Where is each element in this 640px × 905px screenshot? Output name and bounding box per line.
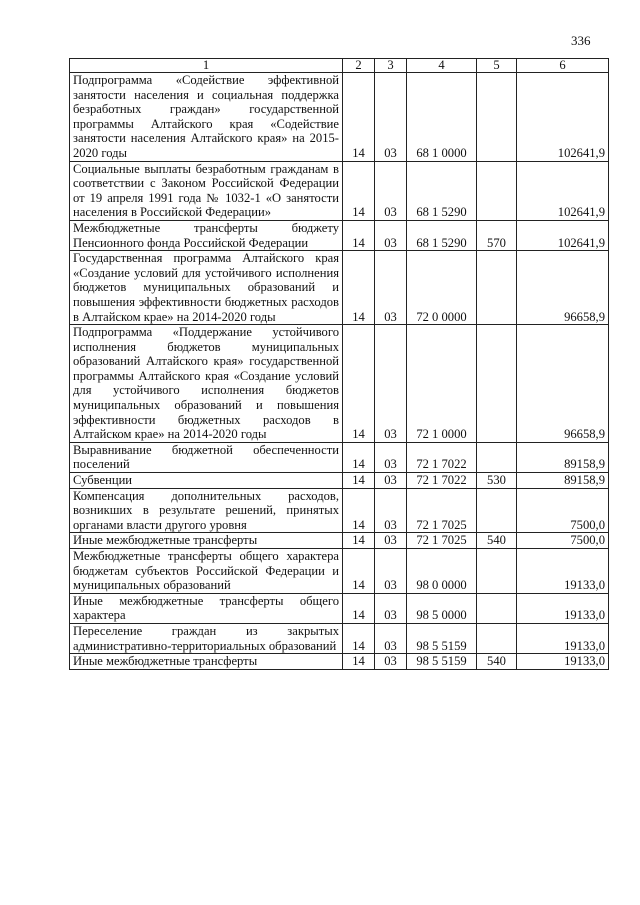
row-subsection: 03 xyxy=(375,325,407,443)
row-target-article: 72 1 7025 xyxy=(407,488,477,533)
row-target-article: 72 1 0000 xyxy=(407,325,477,443)
row-amount: 7500,0 xyxy=(517,533,609,549)
row-subsection: 03 xyxy=(375,473,407,489)
row-amount: 19133,0 xyxy=(517,593,609,623)
row-target-article: 68 1 0000 xyxy=(407,73,477,162)
row-subsection: 03 xyxy=(375,220,407,250)
row-name: Иные межбюджетные трансферты xyxy=(70,654,343,670)
row-expense-type xyxy=(477,442,517,472)
row-amount: 89158,9 xyxy=(517,473,609,489)
row-target-article: 72 1 7022 xyxy=(407,442,477,472)
row-target-article: 98 5 5159 xyxy=(407,623,477,653)
row-subsection: 03 xyxy=(375,623,407,653)
row-amount: 19133,0 xyxy=(517,623,609,653)
row-section: 14 xyxy=(343,654,375,670)
row-subsection: 03 xyxy=(375,251,407,325)
row-subsection: 03 xyxy=(375,488,407,533)
row-expense-type xyxy=(477,549,517,594)
table-row xyxy=(70,325,609,443)
row-amount: 7500,0 xyxy=(517,488,609,533)
row-subsection: 03 xyxy=(375,593,407,623)
row-amount: 96658,9 xyxy=(517,325,609,443)
row-target-article: 68 1 5290 xyxy=(407,220,477,250)
page-number: 336 xyxy=(571,33,591,48)
row-section: 14 xyxy=(343,549,375,594)
row-expense-type xyxy=(477,251,517,325)
table-row xyxy=(70,220,609,250)
row-name: Межбюджетные трансферты бюджету Пенсионного фонда Российской Федерации xyxy=(70,220,343,250)
row-section: 14 xyxy=(343,325,375,443)
row-expense-type: 570 xyxy=(477,220,517,250)
row-section: 14 xyxy=(343,220,375,250)
table-row xyxy=(70,488,609,533)
row-name: Выравнивание бюджетной обеспеченности поселений xyxy=(70,442,343,472)
row-section: 14 xyxy=(343,533,375,549)
header-cell-5: 5 xyxy=(477,59,517,73)
row-amount: 19133,0 xyxy=(517,549,609,594)
row-name: Иные межбюджетные трансферты xyxy=(70,533,343,549)
row-subsection: 03 xyxy=(375,161,407,220)
table-row xyxy=(70,623,609,653)
row-section: 14 xyxy=(343,161,375,220)
row-expense-type xyxy=(477,325,517,443)
row-subsection: 03 xyxy=(375,549,407,594)
row-expense-type xyxy=(477,593,517,623)
row-section: 14 xyxy=(343,473,375,489)
row-name: Подпрограмма «Поддержание устойчивого исполнения бюджетов муниципальных образований Алтайского края» государственной программы Алтайского края «Создание условий для устойчивого исполнения бюджетов муниципальных образований и повышения эффективности бюджетных расходов в Алтайском крае» на 2014-2020 годы xyxy=(70,325,343,443)
row-expense-type xyxy=(477,488,517,533)
row-subsection: 03 xyxy=(375,73,407,162)
row-section: 14 xyxy=(343,73,375,162)
row-amount: 102641,9 xyxy=(517,220,609,250)
row-expense-type xyxy=(477,161,517,220)
row-amount: 89158,9 xyxy=(517,442,609,472)
row-amount: 102641,9 xyxy=(517,161,609,220)
header-cell-6: 6 xyxy=(517,59,609,73)
row-expense-type xyxy=(477,73,517,162)
budget-table xyxy=(69,58,609,670)
header-cell-1: 1 xyxy=(70,59,343,73)
row-expense-type: 530 xyxy=(477,473,517,489)
row-name: Подпрограмма «Содействие эффективной занятости населения и социальная поддержка безработных граждан» государственной программы Алтайского края «Содействие занятости населения Алтайского края» на 2015-2020 годы xyxy=(70,73,343,162)
row-name: Государственная программа Алтайского края «Создание условий для устойчивого исполнения бюджетов муниципальных образований и повышения эффективности бюджетных расходов в Алтайском крае» на 2014-2020 годы xyxy=(70,251,343,325)
row-expense-type: 540 xyxy=(477,654,517,670)
row-target-article: 68 1 5290 xyxy=(407,161,477,220)
table-row xyxy=(70,533,609,549)
table-row xyxy=(70,654,609,670)
row-expense-type: 540 xyxy=(477,533,517,549)
table-row xyxy=(70,251,609,325)
row-amount: 19133,0 xyxy=(517,654,609,670)
row-section: 14 xyxy=(343,251,375,325)
row-target-article: 72 1 7025 xyxy=(407,533,477,549)
header-cell-3: 3 xyxy=(375,59,407,73)
table-row xyxy=(70,473,609,489)
row-subsection: 03 xyxy=(375,533,407,549)
row-section: 14 xyxy=(343,593,375,623)
header-cell-2: 2 xyxy=(343,59,375,73)
row-target-article: 98 0 0000 xyxy=(407,549,477,594)
table-row xyxy=(70,161,609,220)
table-row xyxy=(70,593,609,623)
row-amount: 96658,9 xyxy=(517,251,609,325)
row-subsection: 03 xyxy=(375,654,407,670)
row-name: Переселение граждан из закрытых административно-территориальных образований xyxy=(70,623,343,653)
row-name: Компенсация дополнительных расходов, возникших в результате решений, принятых органами власти другого уровня xyxy=(70,488,343,533)
header-cell-4: 4 xyxy=(407,59,477,73)
row-amount: 102641,9 xyxy=(517,73,609,162)
table-row xyxy=(70,442,609,472)
table-row xyxy=(70,73,609,162)
row-section: 14 xyxy=(343,623,375,653)
row-target-article: 72 1 7022 xyxy=(407,473,477,489)
row-section: 14 xyxy=(343,488,375,533)
row-name: Субвенции xyxy=(70,473,343,489)
row-target-article: 98 5 5159 xyxy=(407,654,477,670)
row-section: 14 xyxy=(343,442,375,472)
row-subsection: 03 xyxy=(375,442,407,472)
row-name: Социальные выплаты безработным гражданам в соответствии с Законом Российской Федерации от 19 апреля 1991 года № 1032-1 «О занятости населения в Российской Федерации» xyxy=(70,161,343,220)
row-target-article: 72 0 0000 xyxy=(407,251,477,325)
header-row xyxy=(70,59,609,73)
row-target-article: 98 5 0000 xyxy=(407,593,477,623)
row-name: Иные межбюджетные трансферты общего характера xyxy=(70,593,343,623)
row-expense-type xyxy=(477,623,517,653)
table-row xyxy=(70,549,609,594)
row-name: Межбюджетные трансферты общего характера бюджетам субъектов Российской Федерации и муниципальных образований xyxy=(70,549,343,594)
